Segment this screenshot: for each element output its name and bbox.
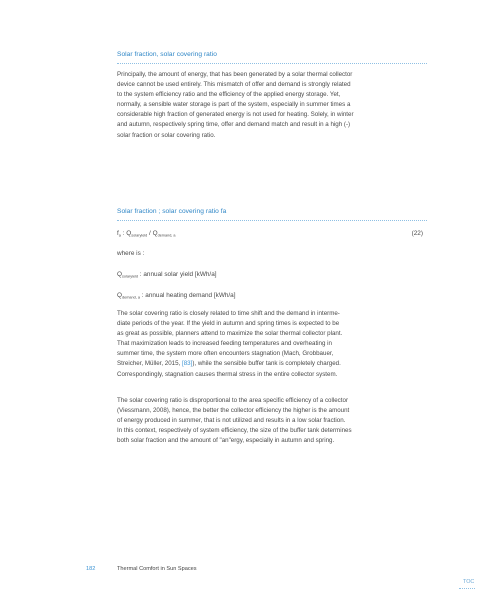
definition-solar-yield bbox=[117, 271, 423, 279]
page-number: 182 bbox=[86, 566, 96, 572]
formula-subscript: solaryield bbox=[121, 274, 139, 279]
text-line: normally, a sensible water storage is part of the system, especially in summer times a bbox=[117, 101, 351, 109]
text-line: device cannot be used entirely. This mismatch of offer and demand is strongly related bbox=[117, 81, 351, 89]
text-line: as great as possible, planners attend to maximize the solar thermal collector plant. bbox=[117, 330, 343, 338]
text-line: to the system efficiency ratio and the efficiency of the applied energy storage. Yet, bbox=[117, 91, 341, 99]
formula-subscript: demand, a bbox=[157, 233, 176, 238]
paragraph-disproportional bbox=[117, 396, 423, 446]
text-line: of energy produced in summer, that is not utilized and results in a low solar fraction. bbox=[117, 417, 346, 425]
text-line: both solar fraction and the amount of "an"ergy, especially in autumn and spring. bbox=[117, 437, 335, 445]
text-line: summer time, the system more often encounters stagnation (Mach, Grobbauer, bbox=[117, 350, 334, 358]
text-line: In this context, respectively of system efficiency, the size of the buffer tank determines bbox=[117, 427, 352, 435]
heading-divider bbox=[117, 220, 427, 221]
running-title: Thermal Comfort in Sun Spaces bbox=[117, 566, 197, 572]
formula-subscript: demand, a bbox=[121, 295, 140, 300]
text-line: That maximization leads to increased feeding temperatures and overheating in bbox=[117, 340, 332, 348]
text-line: Principally, the amount of energy, that has been generated by a solar thermal collector bbox=[117, 71, 353, 78]
toc-link[interactable]: TOC bbox=[463, 579, 475, 585]
text-line: and autumn, respectively spring time, offer and demand match and result in a high (-) bbox=[117, 121, 351, 129]
text-line: The solar covering ratio is disproportional to the area specific efficiency of a collector bbox=[117, 397, 349, 404]
toc-divider bbox=[459, 588, 475, 589]
intro-paragraph bbox=[117, 70, 423, 141]
text-line: solar fraction or solar covering ratio. bbox=[117, 131, 216, 139]
heading-divider bbox=[117, 63, 427, 64]
formula-subscript: solaryield bbox=[131, 233, 148, 238]
equation-number: (22) bbox=[411, 230, 423, 237]
definition-text: : annual heating demand [kWh/a] bbox=[139, 292, 236, 299]
citation-link[interactable]: [83] bbox=[182, 360, 193, 368]
text-line-citation bbox=[117, 359, 423, 369]
formula-symbol: f bbox=[117, 230, 119, 237]
section-heading-formula: Solar fraction ; solar covering ratio fa bbox=[117, 208, 227, 215]
formula-symbol: / Q bbox=[147, 230, 158, 237]
text-span: ), while the sensible buffer tank is completely charged. bbox=[192, 360, 341, 368]
text-line: considerable high fraction of generated energy is not used for heating. Solely, in winter bbox=[117, 111, 354, 119]
paragraph-covering-ratio bbox=[117, 309, 423, 380]
formula-symbol: : Q bbox=[120, 230, 132, 237]
definition-heating-demand bbox=[117, 292, 423, 300]
text-line: (Viessmann, 2008), hence, the better the collector efficiency the higher is the amount bbox=[117, 407, 350, 415]
definition-text: : annual solar yield [kWh/a] bbox=[138, 271, 217, 278]
text-line: Correspondingly, stagnation causes thermal stress in the entire collector system. bbox=[117, 370, 338, 378]
equation-22 bbox=[117, 230, 423, 238]
section-heading-solar-fraction: Solar fraction, solar covering ratio bbox=[117, 51, 218, 58]
text-line: The solar covering ratio is closely related to time shift and the demand in interme- bbox=[117, 310, 340, 317]
text-line: diate periods of the year. If the yield in autumn and spring times is expected to be bbox=[117, 320, 340, 328]
formula-symbol: Q bbox=[117, 292, 122, 299]
text-span: Streicher, Müller, 2015, bbox=[117, 360, 183, 368]
where-label: where is : bbox=[117, 250, 145, 257]
formula-symbol: Q bbox=[117, 271, 122, 278]
formula-subscript: a bbox=[118, 233, 121, 238]
